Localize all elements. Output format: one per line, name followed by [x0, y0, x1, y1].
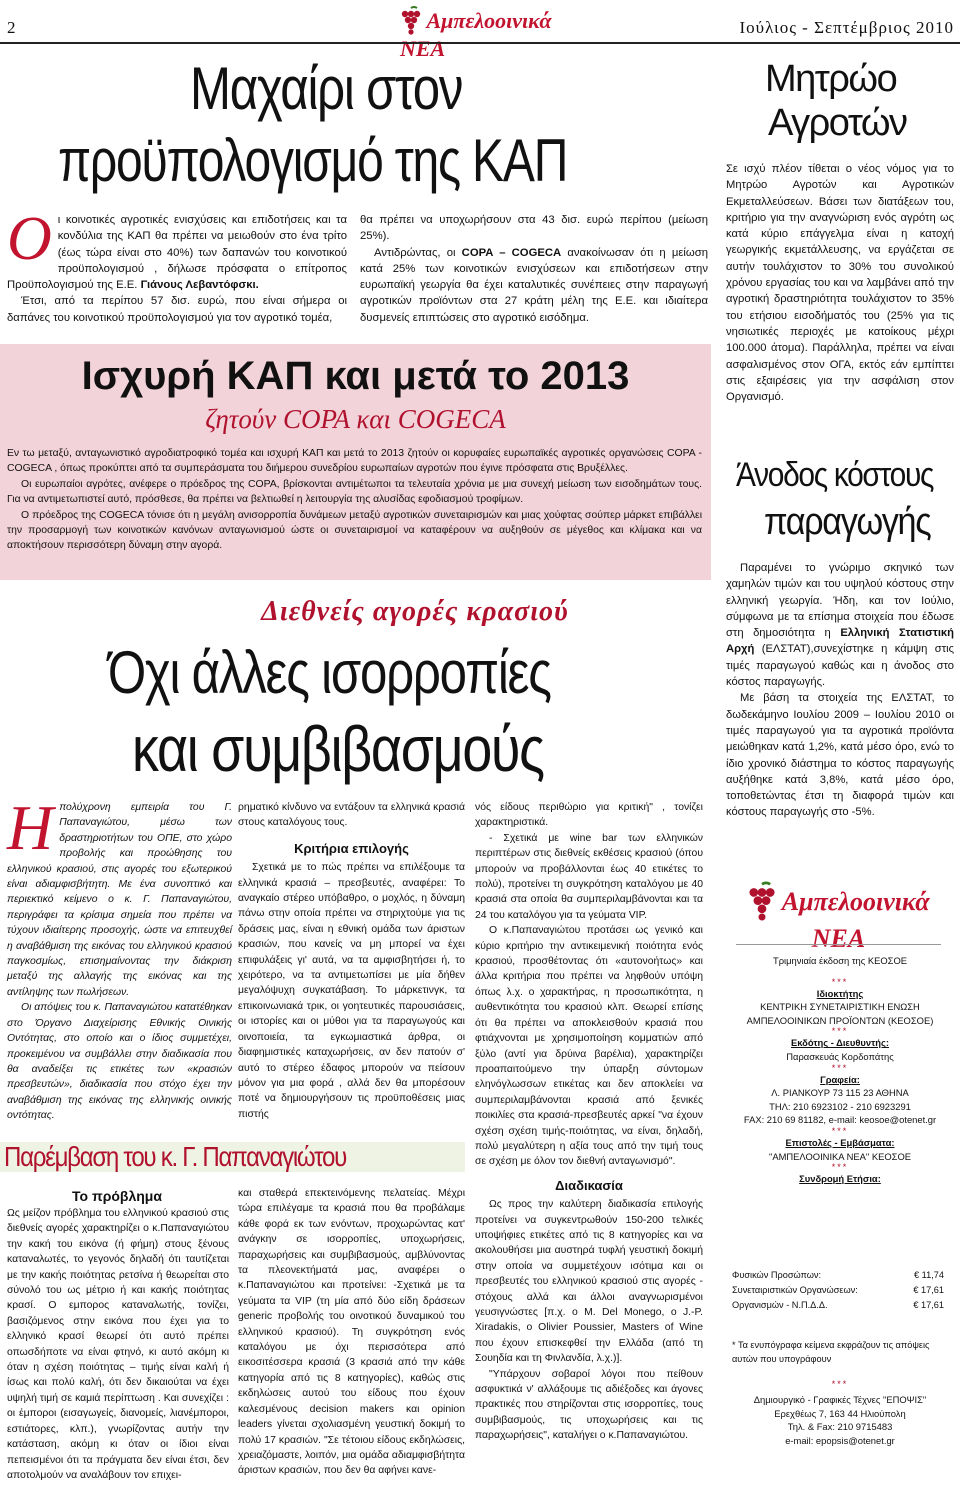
lead-col1-text: ι κοινοτικές αγροτικές ενισχύσεις και επιδοτήσεις και τα κονδύλια της ΚΑΠ θα πρέπει να μειωθούν στο ένα τρίτο (έως τώρα είναι στο 40%) των δαπανών του κοινοτικού προϋπολογισμού , δήλωσε πρόσφατα ο επίτροπος Προϋπολογισμού της Ε.Ε. — [7, 214, 347, 292]
cap-title: Ισχυρή ΚΑΠ και μετά το 2013 — [81, 354, 630, 398]
header-logo — [400, 6, 560, 61]
grape-icon — [400, 6, 422, 36]
masthead-info — [730, 954, 950, 1186]
wine-col3-body3: Ως προς την καλύτερη διαδικασία επιλογής προτείνει να συγκεντρωθούν 150-200 τελικές υποψήφιες ετικέτες από τις 8 κατηγορίες και να ακολουθήσει μια αυστηρά τυφλή γευστική δοκιμή στην οποία να συμμετέχουν ισότιμα και οι πρεσβευτές του ελληνικού κρασιού στις αγορές - στόχους αλλά και άλλοι αναγνωρισμένοι γευσιγνώστες [π.χ. ο Μ. Del Monego, ο J.-P. Xiradakis, ο Olivier Poussier, Masters of Wine που έχουν επισκεφθεί την Ελλάδα (από τη Σουηδία και τη Φινλανδία, λ.χ.)]. — [475, 1199, 703, 1365]
owner-2: ΑΜΠΕΛΟΟΙΝΙΚΩΝ ΠΡΟΪΟΝΤΩΝ (ΚΕΟΣΟΕ) — [746, 1014, 934, 1026]
cap-p2: Οι ευρωπαίοι αγρότες, ανέφερε ο πρόεδρος της COPA, βρίσκονται αντιμέτωποι τα τελευταία χρόνια με μια συνεχή μείωση των εισοδημάτων τους. Για να αντιμετωπιστεί αυτό, πρόσθεσε, θα πρέπει να βελτιωθεί η λειτουργία της αλυσίδας εφοδιασμού τροφίμων. — [7, 478, 702, 506]
registry-title-1: Μητρώο — [765, 58, 897, 100]
lead-col1-p2: Έτσι, από τα περίπου 57 δισ. ευρώ, που είναι σήμερα οι δαπάνες του κοινοτικού προϋπολογισμού για τον αγροτικό τομέα, — [7, 295, 347, 324]
printer-2: Ερεχθέως 7, 163 44 Ηλιούπολη — [774, 1407, 906, 1419]
subscription-row — [732, 1298, 944, 1313]
wine-title-2: και συμβιβασμούς — [132, 713, 544, 785]
printer-1: Δημιουργικό - Γραφικές Τέχνες "ΕΠΟΨΙΣ" — [753, 1394, 927, 1405]
printer-4: e-mail: epopsis@otenet.gr — [785, 1434, 895, 1446]
subscription-list — [732, 1268, 944, 1313]
cost-text-3: Με βάση τα στοιχεία της ΕΛΣΤΑΤ, το δωδεκάμηνο Ιουλίου 2009 – Ιουλίου 2010 οι τιμές παραγωγού για τα αγροτικά προϊόντα μειώθηκαν κατά 1,2%, κατά μέσο όρο, ενώ το ίδιο χρονικό διάστημα το κόστος παραγωγής αυξήθηκε κατά 3,8%, κατά μέσο όρο, τοποθετώντας έτσι τη διαφορά τιμών και κόστους παραγωγής στο -5%. — [726, 692, 954, 819]
lead-col2-p2c: ανακοίνωσαν ότι η μείωση κατά 25% των κοινοτικών ενισχύσεων και επιδοτήσεων στην ευρωπαϊκή γεωργία θα έχει καταλυτικές συνέπειες στην παραγωγή αγροτικών προϊόντων στα 27 κράτη μέλη της Ε.Ε. και ιδιαίτερα δυσμενείς επιπτώσεις στο αγροτικό εισόδημα. — [360, 246, 708, 324]
divider-stars: *** — [831, 1026, 849, 1037]
wine-col3-top: νός είδους περιθώριο για κριτική" , τονίζει χαρακτηριστικά. — [475, 802, 703, 829]
wine-col2-top: ρηματικό κίνδυνο να εντάξουν τα ελληνικά κρασιά στους καταλόγους τους. — [238, 802, 465, 829]
disclaimer: * Τα ενυπόγραφα κείμενα εκφράζουν τις απόψεις αυτών που υπογράφουν — [732, 1340, 930, 1364]
header-logo-text: Αμπελοοινικά ΝΕΑ — [400, 8, 552, 61]
letters-label: Επιστολές - Εμβάσματα: — [785, 1136, 895, 1148]
cap-subtitle: ζητούν COPA και COGECA — [205, 404, 506, 434]
elstat-name: Ελληνική Στατιστική Αρχή — [726, 627, 954, 656]
divider-stars: *** — [831, 976, 849, 987]
grape-icon — [747, 880, 777, 924]
divider-stars: *** — [831, 1062, 849, 1073]
publisher-label: Εκδότης - Διευθυντής: — [791, 1037, 889, 1049]
problem-heading: Το πρόβλημα — [72, 1188, 162, 1204]
subs-label: Συνδρομή Ετήσια: — [799, 1173, 881, 1185]
copa-cogeca: COPA – COGECA — [461, 246, 562, 259]
subscription-row — [732, 1283, 944, 1298]
sub-label: Οργανισμών - Ν.Π.Δ.Δ. — [732, 1300, 828, 1310]
lead-col2-p1: θα πρέπει να υποχωρήσουν στα 43 δισ. ευρώ περίπου (μείωση 25%). — [360, 214, 708, 243]
publisher-name: Παρασκευάς Κορδοπάτης — [786, 1050, 894, 1062]
wine-col3-quote: "Υπάρχουν σοβαροί λόγοι που πείθουν ασφυκτικά ν' αλλάξουμε τις αδιέξοδες και άγονες πρακτικές που στηρίζονται στις ισορροπίες, τους συμβιβασμούς, τις υποχωρήσεις και τις παραχωρήσεις", καταλήγει ο κ.Παπαναγιώτου. — [475, 1368, 703, 1442]
offices-label: Γραφεία: — [820, 1073, 860, 1085]
page-number: 2 — [7, 18, 16, 37]
wine-title-1: Όχι άλλες ισορροπίες — [108, 639, 551, 706]
cost-text-1: Παραμένει το γνώριμο σκηνικό των χαμηλών τιμών και του υψηλού κόστους στην ελληνική γεωργία. Ήδη, και τον Ιούλιο, σύμφωνα με τα επίσημα στοιχεία που έδωσε στη δημοσιότητα η — [726, 562, 954, 640]
cap-body — [7, 446, 702, 554]
masthead-rule — [736, 944, 941, 945]
issue-date: Ιούλιος - Σεπτέμβριος 2010 — [739, 18, 954, 37]
intervention-col1: Ως μείζον πρόβλημα του ελληνικού κρασιού στις διεθνείς αγορές χαρακτηρίζει ο κ.Παπαναγιώτου την κακή του εικόνα (ή φήμη) στους ξένους καταναλωτές, το γεγονός δηλαδή ότι ταυτίζεται με την κακής ποιότητας ρετσίνα ή θεωρείται στο σύνολό του ως μέτριο ή και κακής ποιότητας κρασί. Ο εμπορος καταναλωτής, τονίζει, βασιζόμενος στην εικόνα που έχει για το ελληνικό κρασί θεωρεί ότι αυτό πρέπει οπωσδήποτε να είναι φτηνό, κι αυτό ακόμη κι όταν η σχέση ποιότητας – τιμής είναι καλή ή ίσως και πολύ καλή, ότι δεν δικαιούται να έχει υψηλή τιμή σε καμιά περίπτωση . Και συνεχίζει : οι έμποροι (εισαγωγείς, διανομείς, λιανέμποροι, εστιάτορες, κλπ.), γνωρίζοντας αυτήν την κατάσταση, ακόμη κι όταν οι ίδιοι είναι πεπεισμένοι ότι τα πράγματα δεν είναι έτσι, δεν αποτολμούν να αναλάβουν τον επιχει- — [7, 1208, 229, 1481]
procedure-heading: Διαδικασία — [555, 1177, 623, 1193]
masthead-logo — [736, 880, 941, 953]
owner-1: ΚΕΝΤΡΙΚΗ ΣΥΝΕΤΑΙΡΙΣΤΙΚΗ ΕΝΩΣΗ — [760, 1001, 920, 1013]
cost-title-2: παραγωγής — [764, 501, 931, 543]
cost-text — [726, 560, 954, 821]
lead-col2 — [360, 212, 708, 326]
printer-info — [730, 1380, 950, 1447]
subscription-row — [732, 1268, 944, 1283]
intervention-col2: και σταθερά επεκτεινόμενης πελατείας. Μέχρι τώρα επιλέγαμε τα κρασιά που θα προβάλαμε κάθε φορά εκ των ενόντων, προχωρώντας κατ' ανάγκην σε ισορροπίες, υποχωρήσεις, παραχωρήσεις και συμβιβασμούς, αμβλύνοντας τα πλεονεκτήματά μας, αναφέρει ο κ.Παπαναγιώτου και προτείνει: -Σχετικά με τα γεύματα τα VIP (τη μία από δύο είδη δράσεων generic προβολής του οινοτικού δυναμικού του ελληνικού κρασιού). Τη συγκρότηση ενός καταλόγου με όχι περισσότερα από εικοσιτέσσερα κρασιά (3 κρασιά από την κάθε κατηγορία από τις 8 κατηγορίες), καθώς στις εκδηλώσεις αυτού του είδους που έχουν καλεσμένους decision makers και opinion leaders γίνεται σχολιασμένη γευστική δοκιμή το πολύ 17 κρασιών. "Σε τέτοιου είδους εκδηλώσεις, χρειαζόμαστε, λοιπόν, μια ομάδα αδιαμφισβήτητα άριστων κρασιών, που δεν θα αφήνει κανε- — [238, 1188, 465, 1477]
registry-title-2: Αγροτών — [768, 102, 907, 144]
header-rule — [0, 42, 960, 44]
lead-col2-p2a: Αντιδρώντας, οι — [374, 246, 456, 259]
cost-text-2: (ΕΛΣΤΑΤ),συνεχίστηκε η κάμψη στις τιμές παραγωγού καθώς και η άνοδος στο κόστος παραγωγής. — [726, 643, 954, 689]
address: Λ. ΡΙΑΝΚΟΥΡ 73 115 23 ΑΘΗΝΑ — [771, 1087, 909, 1099]
lead-title-2: προϋπολογισμό της ΚΑΠ — [58, 127, 568, 194]
wine-intro — [7, 792, 232, 1124]
lead-dropcap: Ο — [7, 205, 52, 273]
cap-p1: Εν τω μεταξύ, ανταγωνιστικό αγροδιατροφικό τομέα και ισχυρή ΚΑΠ και μετά το 2013 ζητούν οι κορυφαίες ευρωπαϊκές αγροτικές οργανώσεις COPA - COGECA , όπως προκύπτει από τα συμπεράσματα του διήμερου συνεδρίου ευρωπαίων αγροτών που έγινε πρόσφατα στις Βρυξέλλες. — [7, 448, 702, 475]
divider-stars: *** — [831, 1125, 849, 1136]
sub-price: € 17,61 — [913, 1285, 944, 1295]
divider-stars: *** — [831, 1162, 849, 1173]
wine-col3-body: - Σχετικά με wine bar των ελληνικών περιπτέρων στις διεθνείς εκθέσεις κρασιού (όπου μπορούν να προβάλλονται έως 40 ετικέτες το πολύ), προτείνει τη συγκρότηση καταλόγου με 40 κρασιά στα οποία θα συμπεριλαμβάνονται και τα 24 του καταλόγου για τα γεύματα VIP. — [475, 832, 703, 921]
owner-label: Ιδιοκτήτης — [816, 987, 864, 999]
phone: ΤΗΛ: 210 6923102 - 210 6923291 — [769, 1100, 911, 1112]
lead-title-1: Μαχαίρι στον — [190, 55, 463, 122]
divider-stars: *** — [831, 1379, 849, 1389]
wine-col3-body2: Ο κ.Παπαναγιώτου προτάσει ως γενικό και κύριο κριτήριο την αντικειμενική ποιότητα ενός κρασιού, προσθέτοντας ότι «αυτονοήτως» και άλλα κριτήρια που πρέπει να ληφθούν υπόψη όπως λ.χ. ο χαρακτήρας, η προσωπικότητα, η αυθεντικότητα του κρασιού κλπ. Θεωρεί επίσης ότι θα πρέπει να αποκλεισθούν κρασιά που φτιάχνονται με χρησιμοποίηση κομματιών από ξύλο (αντί για δρύινα βαρέλια), χαρακτηρίζει προαπαιτούμενο την ύπαρξη σύντομων εληνόγλωσσων ετικέτας και δεν αποκλείει να συμπεριλαμβάνονται κρασιά από ξενικές ποικιλίες στα κρασιά-πρεσβευτές αρκεί "να έχουν σχέση σχέση τιμής-ποιότητας, να είναι, δηλαδή, πολύ μεγαλύτερη η αξία τους από την τιμή τους σε σχέση με όλον τον διεθνή ανταγωνισμό". — [475, 925, 703, 1168]
quarterly-line: Τριμηνιαία έκδοση της ΚΕΟΣΟΕ — [772, 955, 908, 966]
sub-label: Συνεταιριστικών Οργανώσεων: — [732, 1285, 858, 1295]
lead-col1 — [7, 205, 347, 326]
wine-intro-text: πολύχρονη εμπειρία του Γ. Παπαναγιώτου, μέσω των δραστηριοτήτων του ΟΠΕ, στο χώρο προβολής και προώθησης του ελληνικού κρασιού, στις αγορές του εξωτερικού είναι αδιαμφισβήτητη. Με ένα συνοπτικό και περιεκτικό κείμενο ο κ. Γ. Παπαναγιώτου, περιγράφει τα κρίσιμα σημεία που πρέπει να τύχουν ιδιαίτερης προσοχής, ώστε να επιτευχθεί η αναβάθμιση της εικόνας του ελληνικού κρασιού παγκοσμίως, επισημαίνοντας την διάκριση μεταξύ της αλλαγής της εικόνας και της αντίληψης των πωλήσεων. — [7, 802, 232, 998]
wine-col3 — [475, 800, 703, 1444]
printer-3: Τηλ. & Fax: 210 9715483 — [787, 1421, 893, 1433]
fax-email: FAX: 210 69 81182, e-mail: keosoe@otenet.gr — [743, 1114, 937, 1126]
cost-title-1: Άνοδος κόστους — [736, 456, 934, 494]
wine-dropcap: Η — [7, 792, 54, 863]
sub-label: Φυσικών Προσώπων: — [732, 1270, 822, 1280]
masthead-logo-text: Αμπελοοινικά ΝΕΑ — [781, 887, 930, 953]
cap-p3: Ο πρόεδρος της COGECA τόνισε ότι η μεγάλη ανισορροπία δυνάμεων μεταξύ αγροτικών συνεταιρισμών και μιας χούφτας σούπερ μάρκετ επιβάλλει την προσαρμογή των κοινοτικών κανόνων ανταγωνισμού ώστε οι συνεταιρισμοί να καταφέρουν να αυξηθούν σε μέγεθος και κλίμακα και να αποκτήσουν περισσότερη δύναμη στην αγορά. — [7, 509, 702, 552]
letters: "ΑΜΠΕΛΟΟΙΝΙΚΑ ΝΕΑ" ΚΕΟΣΟΕ — [769, 1150, 911, 1162]
criteria-heading: Κριτήρια επιλογής — [294, 840, 409, 856]
registry-text: Σε ισχύ πλέον τίθεται ο νέος νόμος για το Μητρώο Αγροτών και Αγροτικών Εκμεταλλεύσεων. Βάσει των διατάξεων του, κριτήριο για την αναγνώριση ενός αγρότη ως κατά κύριο επάγγελμα είναι η κατοχή γεωργικής εκμετάλλευσης, να εργάζεται σε αυτήν τουλάχιστον το 30% του συνολικού χρόνου εργασίας του και να λαμβάνει από την αγροτική δραστηριότητα τουλάχιστον το 35% του ετήσιου εισοδήματός του (25% για τις νησιωτικές περιοχές με κατοίκους μέχρι 100.000 άτομα). Παράλληλα, πρέπει να είναι ασφαλισμένος στον ΟΓΑ, εκτός εάν εμπίπτει στις εξαιρέσεις για την ασφάλιση στον Οργανισμό. — [726, 163, 954, 404]
intervention-title: Παρέμβαση του κ. Γ. Παπαναγιώτου — [4, 1141, 346, 1172]
sub-price: € 17,61 — [913, 1300, 944, 1310]
commissioner-name: Γιάνους Λεβαντόφσκι. — [140, 279, 259, 292]
wine-col2 — [238, 800, 465, 1122]
sub-price: € 11,74 — [914, 1270, 944, 1280]
wine-col2-body: Σχετικά με το πώς πρέπει να επιλέξουμε τα ελληνικά κρασιά – πρεσβευτές, αναφέρει: Το αναγκαίο στέρεο υπόβαθρο, ο μοχλός, η δύναμη πάνω στην οποία πρέπει να στηριχτούμε για τις δράσεις μας, είναι η εθνική ομάδα των άριστων κρασιών, που κανείς να μη μπορεί να έχει επιφυλάξεις γι' αυτά, να τα αμφισβητήσει ή, το χειρότερο, να τα αντιμετωπίσει με μία δήθεν μεγαλόψυχη συγκατάβαση. Το μάρκετινγκ, τα επικοινωνιακά τρικ, οι γοητευτικές παρουσιάσεις, οι ιστορίες και οι μύθοι για τα παραγωγούς και οινοποιεία, τα εγκωμιαστικά άρθρα, οι διαφημιστικές καταχωρήσεις, αν δεν πατούν σ' αυτό το στέρεο έδαφος μπορούν να πείσουν μόνον για μια φορά , αλλά δεν θα μπορέσουν ποτέ να δημιουργήσουν τις προϋποθέσεις μιας πιστής — [238, 862, 465, 1120]
wine-intro-p2: Οι απόψεις του κ. Παπαναγιώτου κατατέθηκαν στο Όργανο Διαχείρισης Εθνικής Οινικής Οντότητας, στο οποίο και ο ίδιος συμμετέχει, προκειμένου να συμβάλλει στην διαδικασία που θα αναδείξει τις ετικέτες των «κρασιών πρεσβευτών», διαδικασία που στόχο έχει την αναβάθμιση της εικόνας της ελληνικής οινικής οντότητας. — [7, 1002, 232, 1122]
wine-kicker: Διεθνείς αγορές κρασιού — [261, 596, 569, 627]
